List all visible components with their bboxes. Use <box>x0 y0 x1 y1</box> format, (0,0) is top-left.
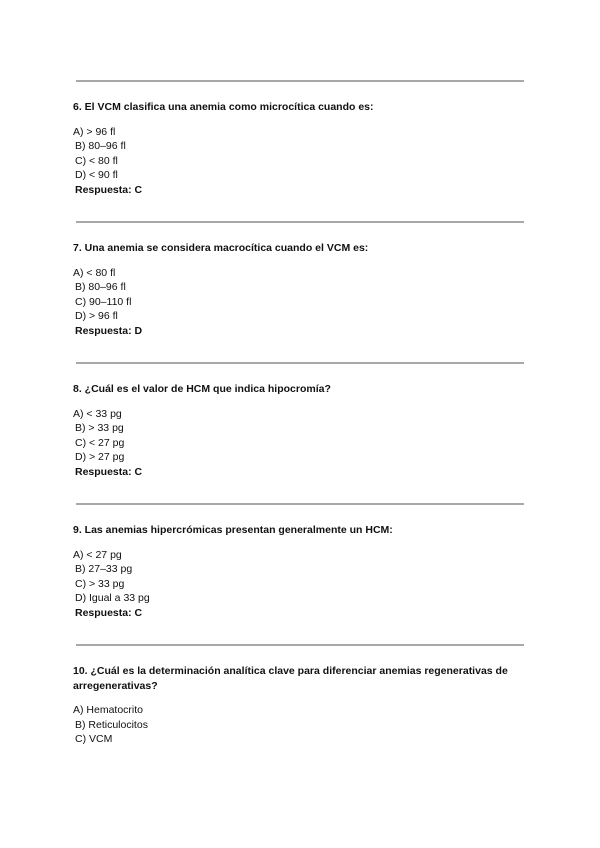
question-10 <box>73 664 533 747</box>
answer: Respuesta: C <box>75 183 143 196</box>
option-b: B) 27–33 pg <box>75 563 133 575</box>
divider <box>76 362 524 364</box>
question-text: 7. Una anemia se considera macrocítica cuando el VCM es: <box>73 242 369 254</box>
option-b: B) 80–96 fl <box>75 281 126 293</box>
option-b: B) Reticulocitos <box>75 718 148 731</box>
question-text: 6. El VCM clasifica una anemia como microcítica cuando es: <box>73 101 374 113</box>
question-8 <box>73 382 533 479</box>
question-text: 9. Las anemias hipercrómicas presentan generalmente un HCM: <box>73 524 393 536</box>
option-d: D) > 96 fl <box>75 310 118 322</box>
divider <box>76 503 524 505</box>
option-d: D) < 90 fl <box>75 169 118 181</box>
answer: Respuesta: C <box>75 465 143 478</box>
option-b: B) 80–96 fl <box>75 140 126 152</box>
question-6 <box>73 100 533 197</box>
option-a: A) < 33 pg <box>73 407 122 420</box>
question-text: 8. ¿Cuál es el valor de HCM que indica hipocromía? <box>73 383 331 395</box>
option-d: D) > 27 pg <box>75 451 125 463</box>
question-7 <box>73 241 533 338</box>
divider <box>76 644 524 646</box>
option-b: B) > 33 pg <box>75 422 124 434</box>
answer: Respuesta: C <box>75 606 143 619</box>
answer: Respuesta: D <box>75 324 143 337</box>
option-a: A) > 96 fl <box>73 125 116 138</box>
option-c: C) < 80 fl <box>75 154 118 167</box>
option-c: C) VCM <box>75 733 113 745</box>
option-a: A) < 27 pg <box>73 548 122 561</box>
option-a: A) Hematocrito <box>73 704 144 716</box>
option-c: C) < 27 pg <box>75 436 125 449</box>
divider <box>76 80 524 82</box>
option-d: D) Igual a 33 pg <box>75 592 150 604</box>
option-c: C) 90–110 fl <box>75 295 132 308</box>
option-a: A) < 80 fl <box>73 266 116 279</box>
question-text: 10. ¿Cuál es la determinación analítica clave para diferenciar anemias regenerativas de arregenerativas? <box>73 665 508 692</box>
divider <box>76 221 524 223</box>
question-9 <box>73 523 533 620</box>
option-c: C) > 33 pg <box>75 577 125 590</box>
